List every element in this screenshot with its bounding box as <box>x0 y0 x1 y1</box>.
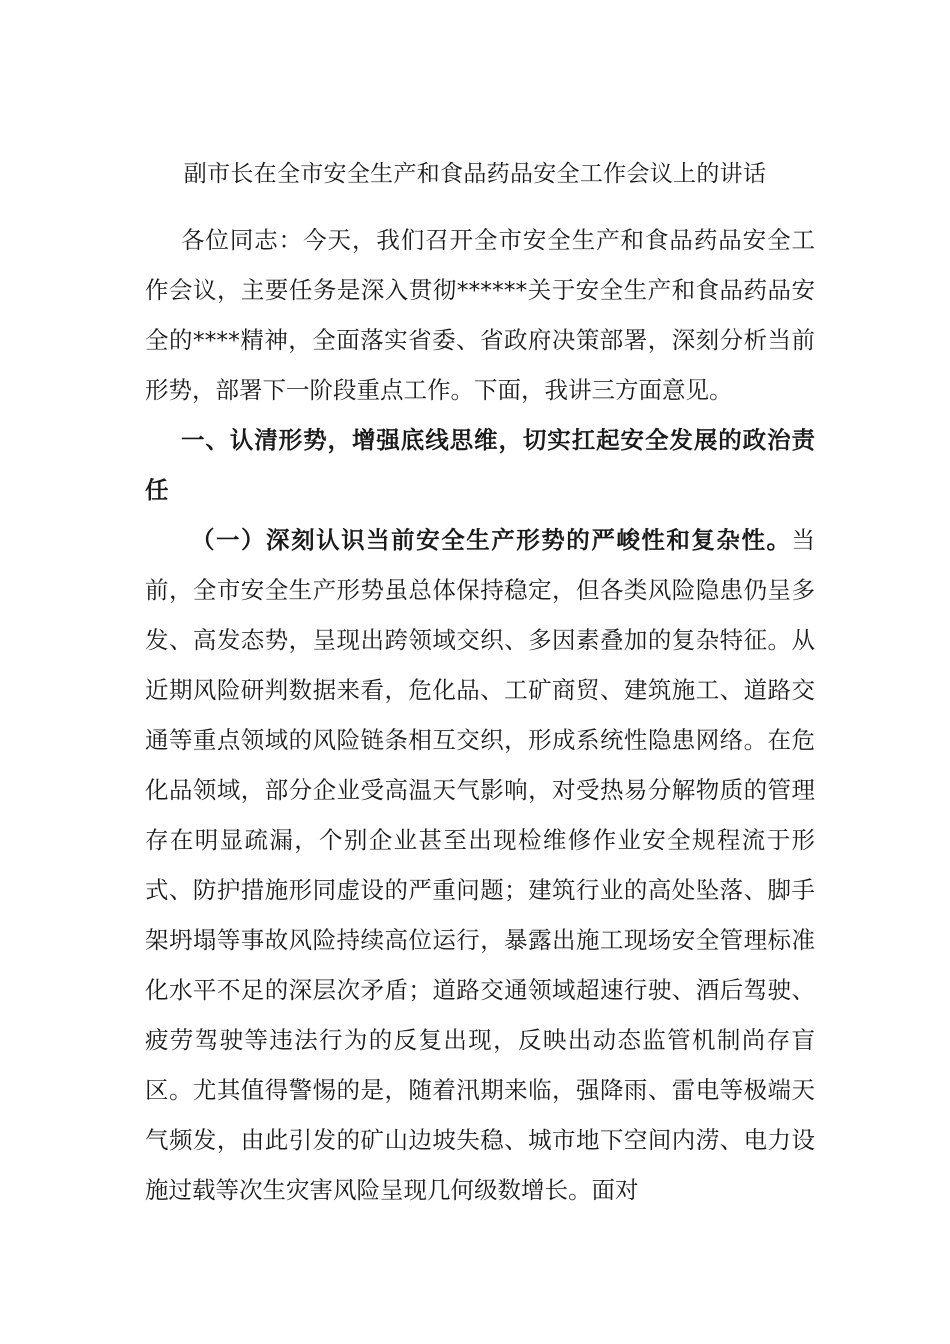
document-title: 副市长在全市安全生产和食品药品安全工作会议上的讲话 <box>183 161 767 187</box>
section1-heading: 一、认清形势，增强底线思维，切实扛起安全发展的政治责任 <box>145 426 815 504</box>
document-body <box>145 215 815 1215</box>
subsection1-body: 当前，全市安全生产形势虽总体保持稳定，但各类风险隐患仍呈多发、高发态势，呈现出跨领域交织、多因素叠加的复杂特征。从近期风险研判数据来看，危化品、工矿商贸、建筑施工、道路交通等重点领域的风险链条相互交织，形成系统性隐患网络。在危化品领域，部分企业受高温天气影响，对受热易分解物质的管理存在明显疏漏，个别企业甚至出现检维修作业安全规程流于形式、防护措施形同虚设的严重问题；建筑行业的高处坠落、脚手架坍塌等事故风险持续高位运行，暴露出施工现场安全管理标准化水平不足的深层次矛盾；道路交通领域超速行驶、酒后驾驶、疲劳驾驶等违法行为的反复出现，反映出动态监管机制尚存盲区。尤其值得警惕的是，随着汛期来临，强降雨、雷电等极端天气频发，由此引发的矿山边坡失稳、城市地下空间内涝、电力设施过载等次生灾害风险呈现几何级数增长。面对 <box>145 526 815 1204</box>
section-heading <box>145 415 815 515</box>
intro-paragraph: 各位同志：今天，我们召开全市安全生产和食品药品安全工作会议，主要任务是深入贯彻******关于安全生产和食品药品安全的****精神，全面落实省委、省政府决策部署，深刻分析当前形势，部署下一阶段重点工作。下面，我讲三方面意见。 <box>145 226 815 404</box>
subsection-paragraph <box>145 515 815 1215</box>
subsection1-heading: （一）深刻认识当前安全生产形势的严峻性和复杂性。 <box>191 526 792 554</box>
